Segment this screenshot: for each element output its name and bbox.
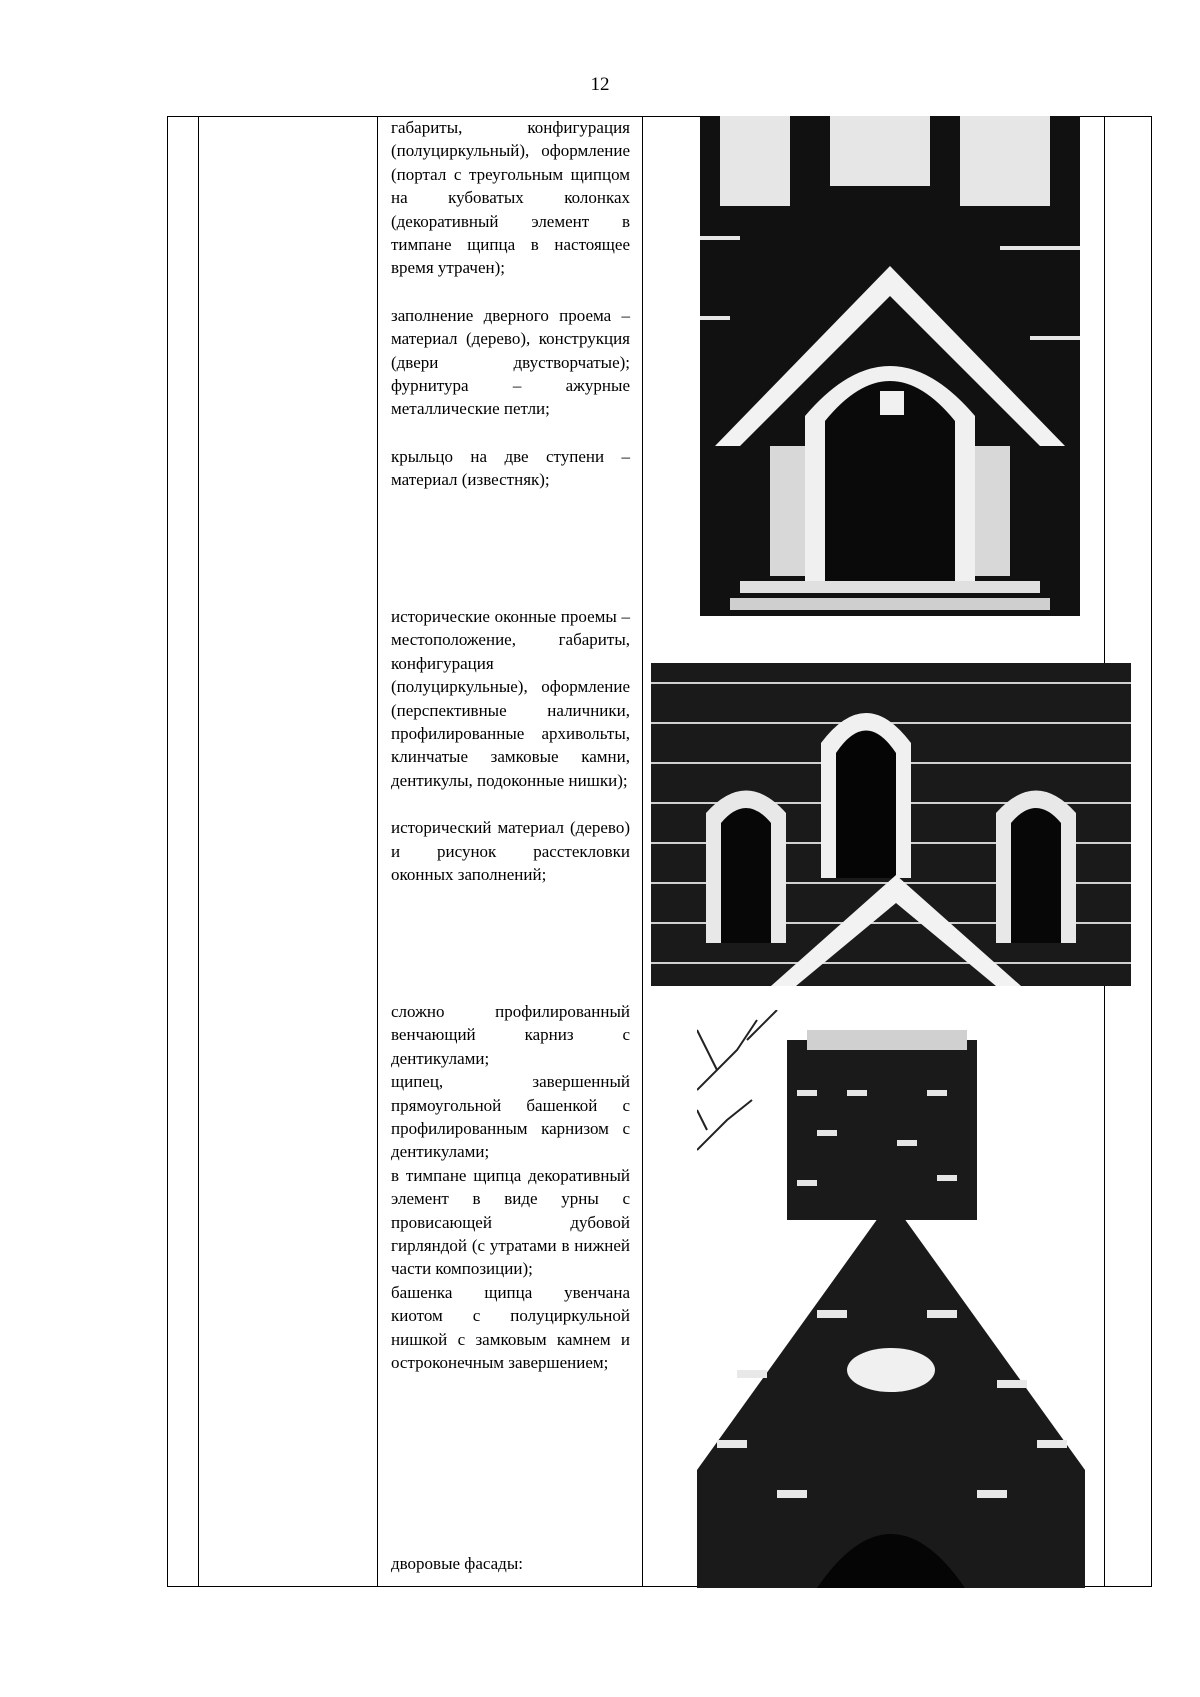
column-divider — [198, 117, 199, 1586]
paragraph: крыльцо на две ступени – материал (известняк); — [391, 446, 630, 490]
text-block-courtyard — [391, 1552, 630, 1575]
paragraph: дворовые фасады: — [391, 1554, 523, 1573]
photo-gable — [697, 1010, 1085, 1588]
paragraph: исторический материал (дерево) и рисунок расстекловки оконных заполнений; — [391, 818, 630, 885]
column-divider — [642, 117, 643, 1586]
paragraph: исторические оконные проемы – местоположение, габариты, конфигурация (полуциркульные), оформление (перспективные наличники, профилированные архивольты, клинчатые замковые камни, дентикулы, подоконные нишки); — [391, 607, 630, 790]
column-divider — [377, 117, 378, 1586]
photo-portal — [700, 116, 1080, 616]
text-block-windows — [391, 605, 630, 886]
text-block-portal — [391, 116, 630, 492]
paragraph: сложно профилированный венчающий карниз с дентикулами; щипец, завершенный прямоугольной башенкой с профилированным карнизом с дентикулами; в тимпане щипца декоративный элемент в виде урны с провисающей дубовой гирляндой (с утратами в нижней части композиции); башенка щипца увенчана киотом с полуциркульной нишкой с замковым камнем и остроконечным завершением; — [391, 1002, 630, 1373]
text-block-gable — [391, 1000, 630, 1375]
photo-windows — [651, 663, 1131, 986]
paragraph: габариты, конфигурация (полуциркульный), оформление (портал с треугольным щипцом на кубоватых колонках (декоративный элемент в тимпане щипца в настоящее время утрачен); — [391, 118, 630, 278]
page-number: 12 — [590, 74, 610, 95]
paragraph: заполнение дверного проема – материал (дерево), конструкция (двери двустворчатые); фурнитура – ажурные металлические петли; — [391, 305, 630, 419]
